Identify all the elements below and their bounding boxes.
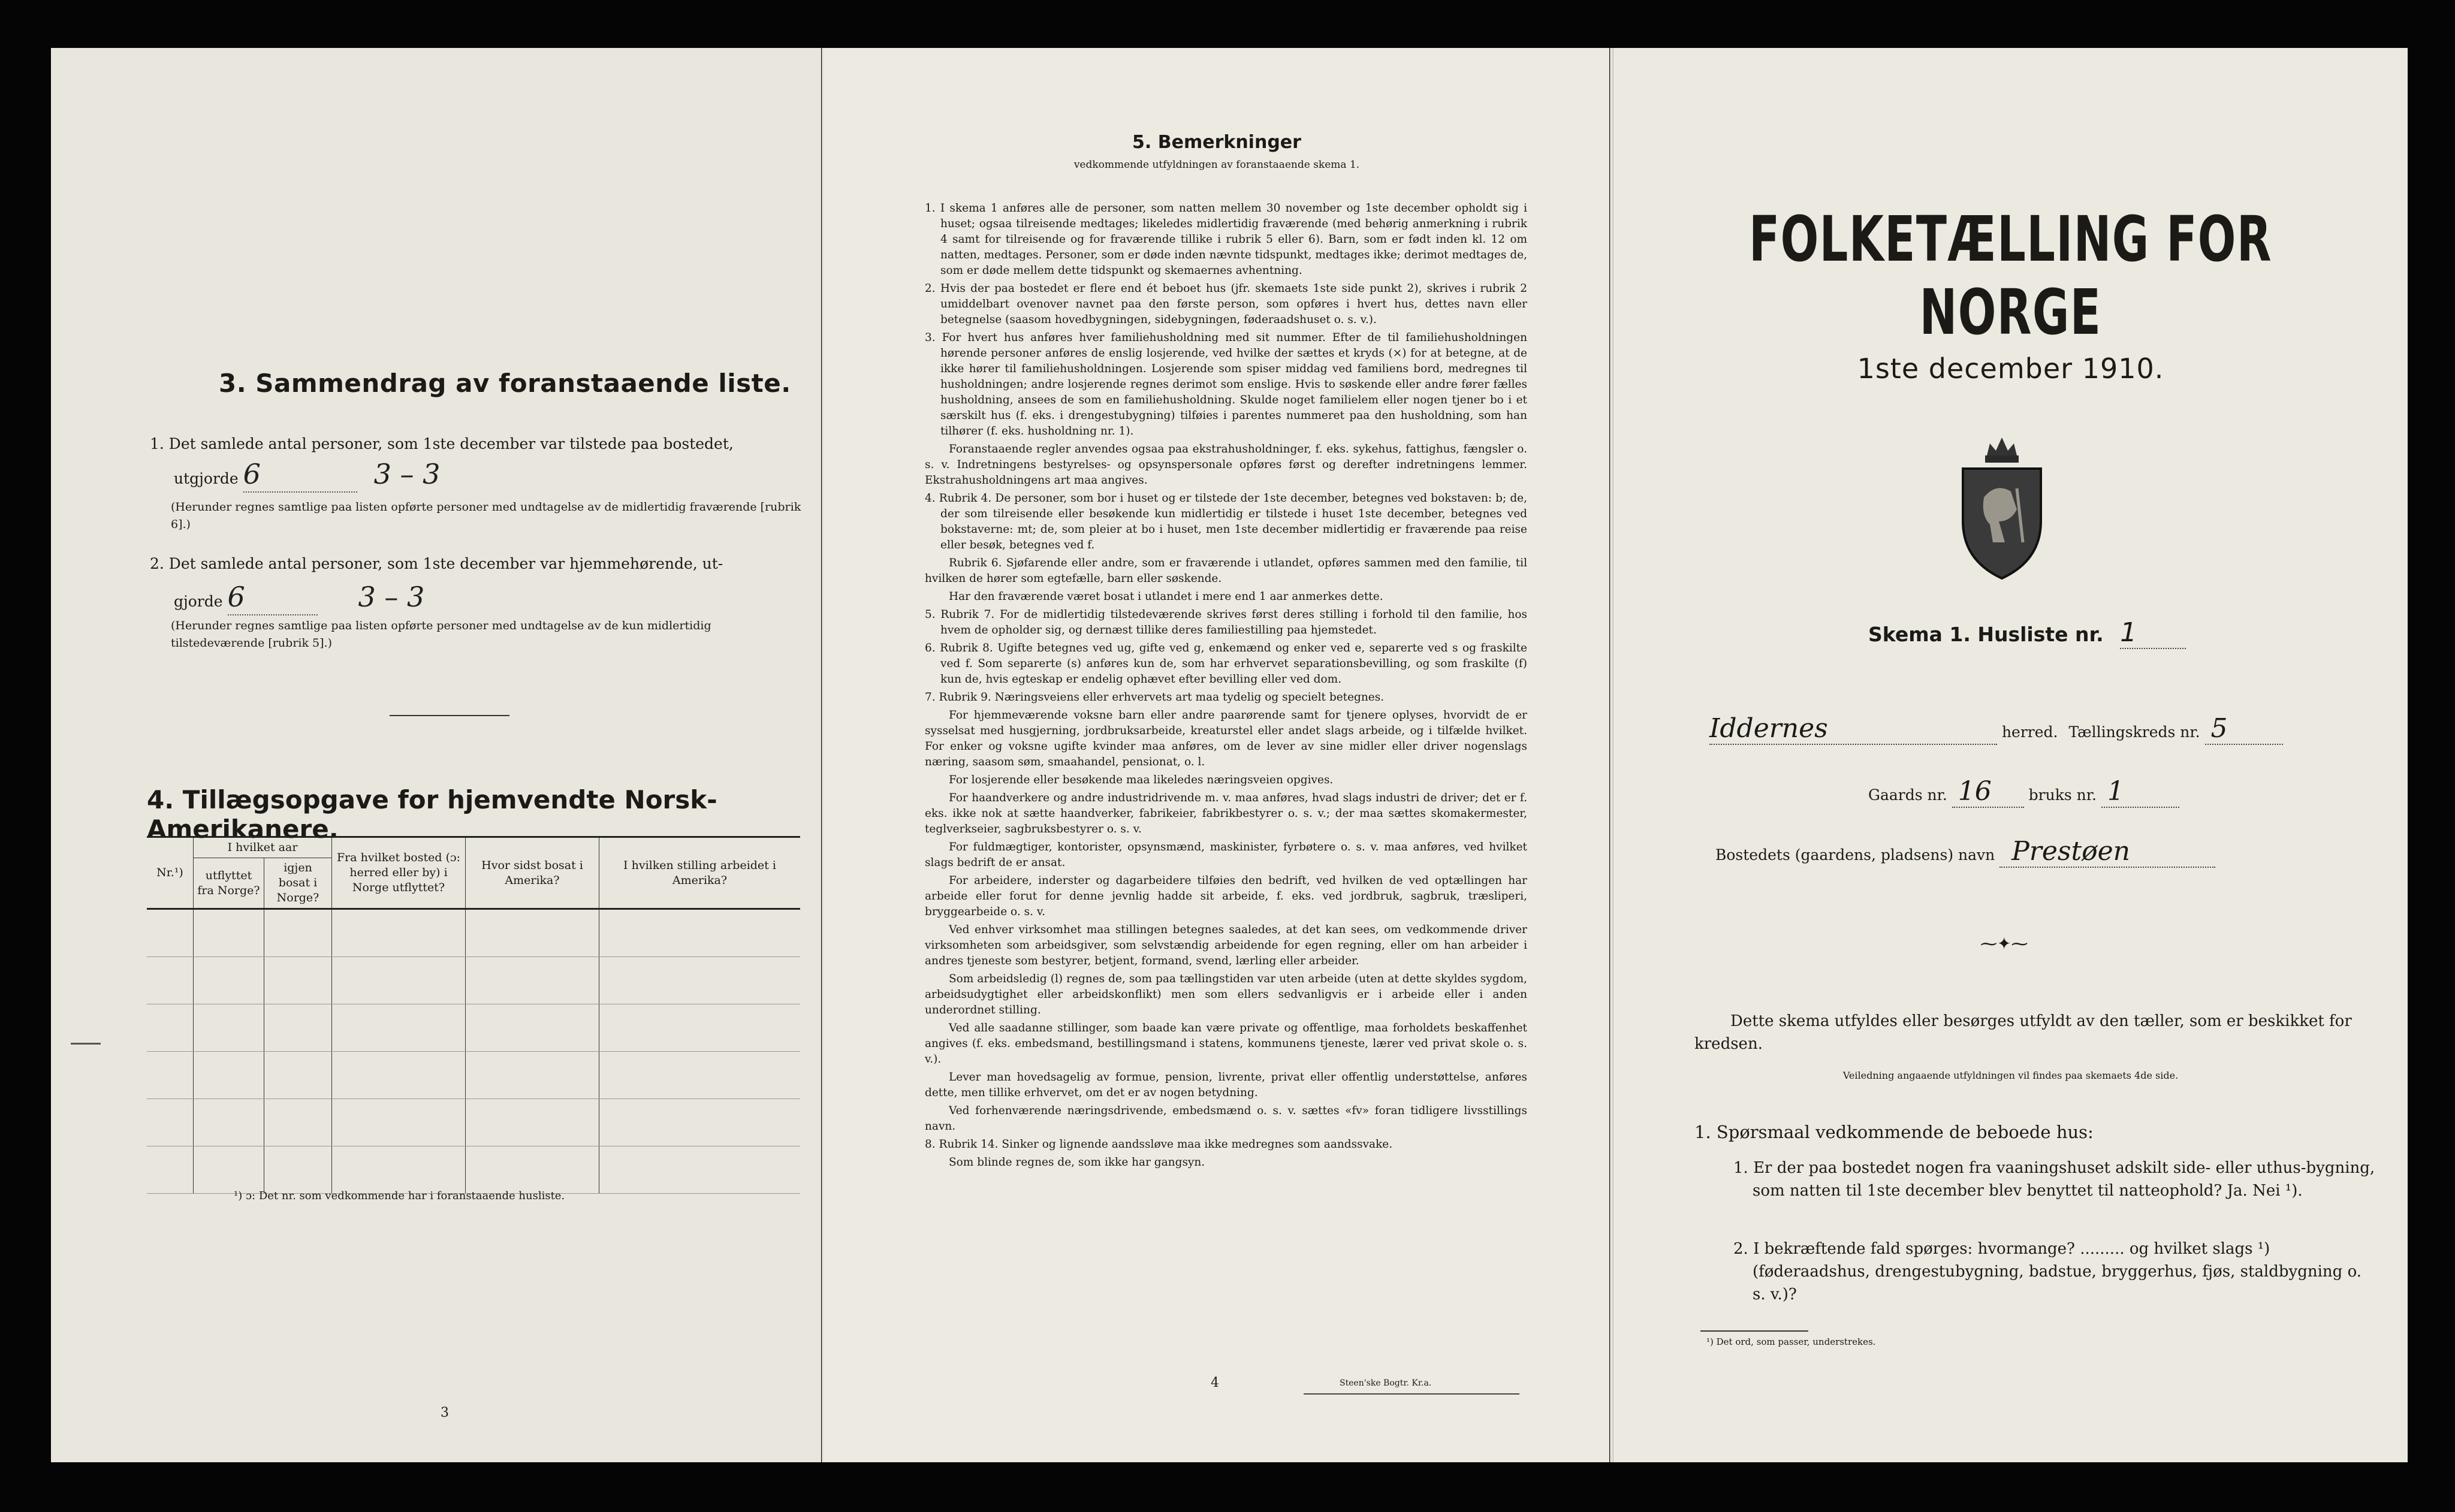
item1-split-handwritten: 3 – 3 — [373, 458, 441, 490]
note-paragraph: Foranstaaende regler anvendes ogsaa paa ekstrahusholdninger, f. eks. sykehus, fattighus, fængsler o. s. v. Indretningens bestyrelses- og opsynspersonale opføres først og derefter indretningens lemmer. Ekstrahusholdningens art maa angives. — [925, 443, 1527, 487]
table-row — [147, 1099, 800, 1146]
note-paragraph: For hjemmeværende voksne barn eller andre paarørende samt for tjenere oplyses, hvorvidt de er sysselsat med husgjerning, jordbruksarbeide, kreaturstel eller andet slags arbeide, og i tilfælde hvilket. For enker og voksne ugifte kvinder maa anføres, om de lever av sine midler eller driver nogenslags næring, saasom søm, smaahandel, pensionat, o. l. — [925, 709, 1527, 768]
note-paragraph: Ved forhenværende næringsdrivende, embedsmænd o. s. v. sættes «fv» foran tidligere livsstillings navn. — [925, 1104, 1527, 1133]
note-paragraph: 2. Hvis der paa bostedet er flere end ét beboet hus (jfr. skemaets 1ste side punkt 2), skrives i rubrik 2 umiddelbart ovenover navnet paa den første person, som opføres i hvert hus, dettes navn eller betegnelse (saasom hovedbygningen, sidebygningen, føderaadshuset o. s. v.). — [925, 282, 1527, 326]
bosted-label: Bostedets (gaardens, pladsens) navn — [1715, 846, 1995, 864]
question-2: 2. I bekræftende fald spørges: hvormange? ......... og hvilket slags ¹) (føderaadshus, drengestubygning, badstue, bryggerhus, fjøs, staldbygning o. s. v.)? — [1733, 1240, 2362, 1303]
table-row — [147, 1146, 800, 1194]
note-paragraph: For haandverkere og andre industridrivende m. v. maa anføres, hvad slags industri de driver; det er f. eks. ikke nok at sætte haandverker, fabrikeier, fabrikbestyrer o. s. v.; der maa sættes skomakermester, teglverkseier, sagbruksbestyrer o. s. v. — [925, 792, 1527, 835]
item1-total-handwritten: 6 — [243, 458, 261, 490]
gaards-row — [1868, 776, 2179, 808]
note-paragraph: 7. Rubrik 9. Næringsveiens eller erhvervets art maa tydelig og specielt betegnes. — [925, 691, 1385, 704]
note-paragraph: Har den fraværende været bosat i utlandet i mere end 1 aar anmerkes dette. — [949, 590, 1383, 603]
divider — [390, 715, 509, 716]
skema-label: Skema 1. Husliste nr. — [1868, 623, 2104, 646]
bosted-row — [1715, 836, 2215, 868]
census-title: FOLKETÆLLING FOR NORGE — [1748, 203, 2272, 349]
note-paragraph: For fuldmægtiger, kontorister, opsynsmænd, maskinister, fyrbøtere o. s. v. maa anføres, ved hvilket slags bedrift de er ansat. — [925, 841, 1527, 869]
col-year-group: I hvilket aar — [194, 837, 332, 858]
table-row — [147, 909, 800, 957]
section3-item1-row — [174, 458, 821, 493]
skema-heading — [1868, 617, 2186, 649]
right-page — [1613, 48, 2408, 1462]
item2-prefix: gjorde — [174, 593, 223, 610]
left-page — [51, 48, 821, 1462]
note-paragraph: 5. Rubrik 7. For de midlertidig tilstedeværende skrives først deres stilling i forhold til den familie, hos hvem de opholder sig, og dernæst tillike deres familiestilling paa hjemstedet. — [925, 608, 1527, 636]
census-date: 1ste december 1910. — [1857, 352, 2164, 385]
right-footnote: ¹) Det ord, som passer, understrekes. — [1706, 1336, 1876, 1347]
bemerkninger-title: 5. Bemerkninger — [1132, 132, 1301, 153]
printer-credit: Steen'ske Bogtr. Kr.a. — [1340, 1378, 1432, 1388]
section3-item1-text: 1. Det samlede antal personer, som 1ste december var tilstede paa bostedet, — [150, 435, 734, 452]
note-paragraph: For arbeidere, inderster og dagarbeidere tilføies den bedrift, ved hvilken de ved optællingen har arbeide eller forut for denne jevnlig hadde sit arbeide, f. eks. ved jordbruk, sagbruk, træsliperi, bryggearbeide o. s. v. — [925, 874, 1527, 918]
note-paragraph: Som blinde regnes de, som ikke har gangsyn. — [949, 1156, 1205, 1169]
note-paragraph: For losjerende eller besøkende maa likeledes næringsveien opgives. — [949, 774, 1334, 786]
herred-value-handwritten: Iddernes — [1709, 713, 1997, 745]
section3-item2-note: (Herunder regnes samtlige paa listen opførte personer med undtagelse av de kun midlertidig tilstedeværende [rubrik 5].) — [171, 619, 711, 650]
bemerkninger-subtitle: vedkommende utfyldningen av foranstaaende skema 1. — [1073, 159, 1360, 171]
section3-item1-note: (Herunder regnes samtlige paa listen opførte personer med undtagelse av de midlertidig fraværende [rubrik 6].) — [171, 500, 801, 531]
questions-heading: 1. Spørsmaal vedkommende de beboede hus: — [1694, 1122, 2094, 1142]
guidance-text: Veiledning angaaende utfyldningen vil findes paa skemaets 4de side. — [1842, 1070, 2179, 1081]
table-row — [147, 1004, 800, 1052]
col-last-lived: Hvor sidst bosat i Amerika? — [466, 837, 599, 909]
bemerkninger-body — [925, 201, 1527, 1173]
item2-total-handwritten: 6 — [227, 581, 245, 613]
kreds-label: Tællingskreds nr. — [2068, 723, 2200, 741]
note-paragraph: Ved alle saadanne stillinger, som baade kan være private og offentlige, maa forholdets beskaffenhet angives (f. eks. embedsmand, bestillingsmand i statens, kommunens tjeneste, lærer ved privat skole o. s. v.). — [925, 1022, 1527, 1066]
note-paragraph: 8. Rubrik 14. Sinker og lignende aandssløve maa ikke medregnes som aandssvake. — [925, 1138, 1393, 1151]
herred-row — [1709, 713, 2283, 745]
herred-label: herred. — [2001, 723, 2058, 741]
section3-item2-row — [174, 581, 821, 615]
margin-mark — [71, 1043, 101, 1045]
section4-title: 4. Tillægsopgave for hjemvendte Norsk-Amerikanere. — [147, 785, 717, 844]
gaards-value-handwritten: 16 — [1952, 776, 2024, 808]
col-nr: Nr.¹) — [147, 837, 194, 909]
col-emigrated: utflyttet fra Norge? — [194, 858, 264, 909]
note-paragraph: Som arbeidsledig (l) regnes de, som paa tællingstiden var uten arbeide (uten at dette skyldes sygdom, arbeidsudygtighet eller arbeidskonflikt) men som ellers sedvanligvis er i arbeide eller i anden underordnet stilling. — [925, 973, 1527, 1016]
ornament-icon: ⁓✦⁓ — [1980, 934, 2028, 953]
bruks-label: bruks nr. — [2028, 786, 2097, 804]
kreds-value-handwritten: 5 — [2205, 713, 2283, 745]
table-row — [147, 957, 800, 1004]
col-position: I hvilken stilling arbeidet i Amerika? — [599, 837, 801, 909]
note-paragraph: Lever man hovedsagelig av formue, pension, livrente, privat eller offentlig understøttelse, anføres dette, men tillike erhvervet, om det er av nogen betydning. — [925, 1071, 1527, 1099]
page-number-3: 3 — [441, 1405, 449, 1420]
section3-item2-text: 2. Det samlede antal personer, som 1ste december var hjemmehørende, ut- — [150, 555, 723, 572]
col-returned: igjen bosat i Norge? — [264, 858, 332, 909]
page-number-4: 4 — [1211, 1375, 1219, 1390]
item2-split-handwritten: 3 – 3 — [358, 581, 425, 613]
bosted-value-handwritten: Prestøen — [1999, 836, 2215, 868]
intro-text: Dette skema utfyldes eller besørges utfyldt av den tæller, som er beskikket for kredsen. — [1694, 1012, 2352, 1053]
note-paragraph: 4. Rubrik 4. De personer, som bor i huset og er tilstede der 1ste december, betegnes ved bokstaven: b; de, der som tilreisende eller besøkende kun midlertidig er tilstede i huset 1ste december, betegnes ved bokstaverne: mt; de, som pleier at bo i huset, men 1ste december midlertidig er fraværende paa reise eller besøk, betegnes ved f. — [925, 492, 1527, 551]
note-paragraph: Rubrik 6. Sjøfarende eller andre, som er fraværende i utlandet, opføres sammen med den familie, til hvilken de hører som egtefælle, barn eller søskende. — [925, 557, 1527, 585]
col-from-where: Fra hvilket bosted (ɔ: herred eller by) i Norge utflyttet? — [332, 837, 466, 909]
note-paragraph: 6. Rubrik 8. Ugifte betegnes ved ug, gifte ved g, enkemænd og enker ved e, separerte ved s og fraskilte ved f. Som separerte (s) anføres kun de, som har erhvervet separationsbevilling, og som fraskilte (f) kun de, hvis egteskap er endelig ophævet efter bevilling eller ved dom. — [925, 642, 1527, 686]
section4-footnote: ¹) ɔ: Det nr. som vedkommende har i foranstaaende husliste. — [234, 1190, 565, 1202]
section3-title: 3. Sammendrag av foranstaaende liste. — [219, 369, 791, 398]
question-1: 1. Er der paa bostedet nogen fra vaaningshuset adskilt side- eller uthus-bygning, som natten til 1ste december blev benyttet til natteophold? Ja. Nei ¹). — [1733, 1159, 2375, 1200]
note-paragraph: 3. For hvert hus anføres hver familiehusholdning med sit nummer. Efter de til familiehusholdningen hørende personer anføres de enslig losjerende, ved hvilke der sættes et kryds (×) for at betegne, at de ikke hører til familiehusholdningen. Losjerende som spiser middag ved familiens bord, medregnes til husholdningen; andre losjerende regnes derimot som enslige. Hvis to søskende eller andre fører fælles husholdning, ansees de som en familiehusholdning. Skulde noget familielem eller nogen tjener bo i et særskilt hus (f. eks. i drengestubygning) tilføies i parentes nummeret paa den husholdning, som han tilhører (f. eks. husholdning nr. 1). — [925, 331, 1527, 437]
note-paragraph: 1. I skema 1 anføres alle de personer, som natten mellem 30 november og 1ste december opholdt sig i huset; ogsaa tilreisende medtages; likeledes midlertidig fraværende (med behørig anmerkning i rubrik 4 samt for tilreisende og for fraværende tillike i rubrik 5 eller 6). Barn, som er født inden kl. 12 om natten, medtages. Personer, som er døde inden nævnte tidspunkt, medtages ikke; derimot medtages de, som er døde mellem dette tidspunkt og skemaernes avhentning. — [925, 202, 1527, 277]
norway-coat-of-arms-icon — [1954, 431, 2050, 581]
note-paragraph: Ved enhver virksomhet maa stillingen betegnes saaledes, at det kan sees, om vedkommende driver virksomheten som arbeidsgiver, som selvstændig arbeidende for egen regning, eller om han arbeider i andres tjeneste som bestyrer, betjent, formand, svend, lærling eller arbeider. — [925, 924, 1527, 967]
footnote-rule — [1700, 1330, 1808, 1332]
printer-line — [1304, 1393, 1519, 1395]
item1-prefix: utgjorde — [174, 470, 239, 487]
gaards-label: Gaards nr. — [1868, 786, 1947, 804]
middle-page — [824, 48, 1609, 1462]
bruks-value-handwritten: 1 — [2101, 776, 2179, 808]
table-row — [147, 1052, 800, 1099]
husliste-nr-handwritten: 1 — [2120, 617, 2186, 649]
norsk-amerikanere-table — [147, 836, 800, 1194]
